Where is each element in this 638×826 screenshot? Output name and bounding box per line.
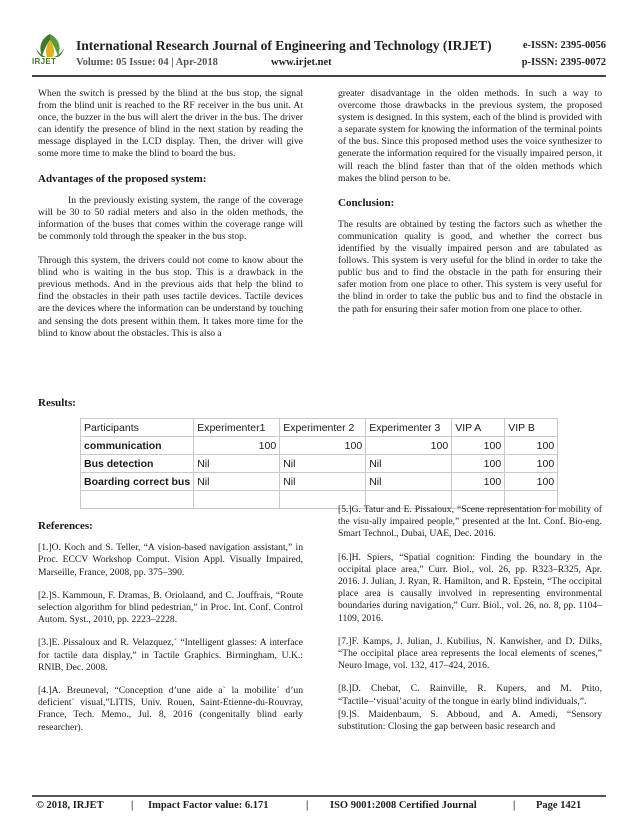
table-header-cell: VIP A: [452, 419, 505, 437]
table-header-cell: Experimenter1: [194, 419, 280, 437]
body-paragraph: In the previously existing system, the range of the coverage will be 30 to 50 radial meters and also in the olden methods, the information of the buses that comes within the coverage range will be commonly told through the speaker in the bus stop.: [38, 194, 303, 242]
footer-separator: |: [513, 800, 516, 811]
section-heading-conclusion: Conclusion:: [338, 196, 395, 209]
footer-separator: |: [306, 800, 309, 811]
reference-item: [7.]F. Kamps, J. Julian, J. Kubilius, N. Kanwisher, and D. Dilks, “The occipital place area represents the local elements of scenes,” Neuro Image, vol. 132, 417–424, 2016.: [338, 635, 602, 672]
body-paragraph: greater disadvantage in the olden methods. In such a way to overcome those drawbacks in the previous system, the proposed system is designed. In this system, each of the blind is provided with a separate system for knowing the information of the terminal points of the bus. Since this proposed method uses the voice synthesizer to generate the information required for the visually impaired person, it will reach the blind faster than that of the olden methods which makes the blind person to be.: [338, 88, 602, 184]
table-header-cell: Participants: [81, 419, 194, 437]
table-cell: Bus detection: [81, 455, 194, 473]
volume-issue: Volume: 05 Issue: 04 | Apr-2018: [76, 57, 218, 68]
header-divider: [32, 75, 606, 77]
footer-copyright: © 2018, IRJET: [36, 800, 104, 811]
table-row: [81, 437, 558, 455]
footer-page-number: Page 1421: [536, 800, 582, 811]
reference-item: [4.]A. Breuneval, “Conception d’une aide a` la mobilite´ d’un deficient´ visual,”LITIS, Univ. Rouen, Saint-Etienne-du-Rouvray, France, Tech. Memo., Jul. 8, 2016 (congenitally blind early researcher).: [38, 685, 303, 733]
table-cell: Boarding correct bus: [81, 473, 194, 491]
table-cell: communication: [81, 437, 194, 455]
reference-item: [9.]S. Maidenbaum, S. Abboud, and A. Amedi, “Sensory substitution: Closing the gap between basic research and: [338, 708, 602, 733]
table-cell: Nil: [194, 473, 280, 491]
table-row: [81, 455, 558, 473]
footer-separator: |: [131, 800, 134, 811]
reference-item: [8.]D. Chebat, C. Rainville, R. Kupers, and M. Ptito, “Tactile–‘visual’acuity of the tongue in early blind individuals,”.: [338, 683, 602, 707]
body-paragraph: The results are obtained by testing the factors such as whether the communication quality is good, and whether the correct bus identified by the visually impaired person and are tabulated as follows. This system is very useful for the blind in order to take the public bus and to find the obstacle in the path for ensuring their safer motion from one place to other. This system is very useful for the blind in order to take the public bus and to find the obstacle in the path for ensuring their safer motion from one place to other.: [338, 218, 602, 315]
body-paragraph: When the switch is pressed by the blind at the bus stop, the signal from the blind unit is reached to the RF receiver in the bus unit. At once, the buzzer in the bus will alert the driver in the bus. The driver can identify the presence of blind in the next station by reading the message displayed in the LCD display. Then, the driver will give some more time to make the blind to board the bus.: [38, 88, 303, 160]
section-heading-advantages: Advantages of the proposed system:: [38, 172, 207, 185]
section-heading-references: References:: [38, 520, 93, 532]
left-column: [38, 88, 303, 352]
table-cell: Nil: [366, 473, 452, 491]
reference-item: [2.]S. Kammoun, F. Dramas, B. Oriolaand, and C. Jouffrais, “Route selection algorithm for blind pedestrian,” in Proc. Int. Conf. Control Autom. Syst., 2010, pp. 2223–2228.: [38, 589, 303, 626]
reference-item: [5.]G. Tatur and E. Pissaloux, “Scene representation for mobility of the visu-ally impaired people,” presented at the Int. Conf. Bio-eng. Smart Technol., Dubai, UAE, Dec. 2016.: [338, 504, 602, 540]
references-right: [338, 504, 602, 744]
journal-website-link[interactable]: www.irjet.net: [271, 57, 332, 68]
table-header-row: [81, 419, 558, 437]
footer-iso: ISO 9001:2008 Certified Journal: [330, 800, 477, 811]
footer-impact-factor: Impact Factor value: 6.171: [148, 800, 269, 811]
table-cell: Nil: [194, 455, 280, 473]
results-table: [80, 418, 558, 509]
table-cell: 100: [366, 437, 452, 455]
table-header-cell: Experimenter 2: [280, 419, 366, 437]
table-header-cell: VIP B: [505, 419, 558, 437]
reference-item: [3.]E. Pissaloux and R. Velazquez,´ “Intelligent glasses: A interface for tactile data display,” in Tactile Graphics. Birmingham, U.K.: RNIB, Dec. 2008.: [38, 637, 303, 673]
table-row: [81, 473, 558, 491]
footer-divider: [32, 795, 606, 797]
logo-label: IRJET: [32, 57, 57, 66]
reference-item: [6.]H. Spiers, “Spatial cognition: Finding the boundary in the occipital place area,” Curr. Biol., vol. 26, pp. R323–R325, Apr. 2016. J. Julian, J. Ryan, R. Hamilton, and R. Epstein, “The occipital place area is causally involved in representing environmental boundaries during navigation,” Curr. Biol., vol. 26, no. 8, pp. 1104–1109, 2016.: [338, 551, 602, 624]
table-cell: Nil: [280, 455, 366, 473]
table-cell: Nil: [280, 473, 366, 491]
reference-item: [1.]O. Koch and S. Teller, “A vision-based navigation assistant,” in Proc. ECCV Workshop Comput. Vision Appl. Visually Impaired, Marseille, France, 2008, pp. 375–390.: [38, 542, 303, 578]
table-cell: [81, 491, 194, 509]
journal-title: International Research Journal of Engineering and Technology (IRJET): [76, 38, 492, 53]
table-cell: 100: [280, 437, 366, 455]
e-issn: e-ISSN: 2395-0056: [522, 40, 606, 51]
body-paragraph: Through this system, the drivers could not come to know about the blind who is waiting in the bus stop. This is a drawback in the previous methods. And in the previous aids that help the blind to find the obstacles in their path uses tactile devices. Tactile devices are the devices where the information can be understand by touching and sensing the dots present within them. It takes more time for the blind to know about the obstacles. This is also a: [38, 255, 303, 339]
right-column: [338, 88, 602, 328]
table-cell: 100: [452, 473, 505, 491]
table-cell: 100: [505, 455, 558, 473]
references-left: [38, 514, 303, 745]
table-cell: 100: [505, 437, 558, 455]
table-cell: [194, 491, 280, 509]
table-header-cell: Experimenter 3: [366, 419, 452, 437]
table-cell: 100: [194, 437, 280, 455]
page-header: [0, 0, 638, 80]
table-cell: 100: [452, 437, 505, 455]
table-cell: Nil: [366, 455, 452, 473]
p-issn: p-ISSN: 2395-0072: [521, 57, 606, 68]
table-cell: 100: [505, 473, 558, 491]
section-heading-results: Results:: [38, 397, 76, 409]
table-cell: 100: [452, 455, 505, 473]
